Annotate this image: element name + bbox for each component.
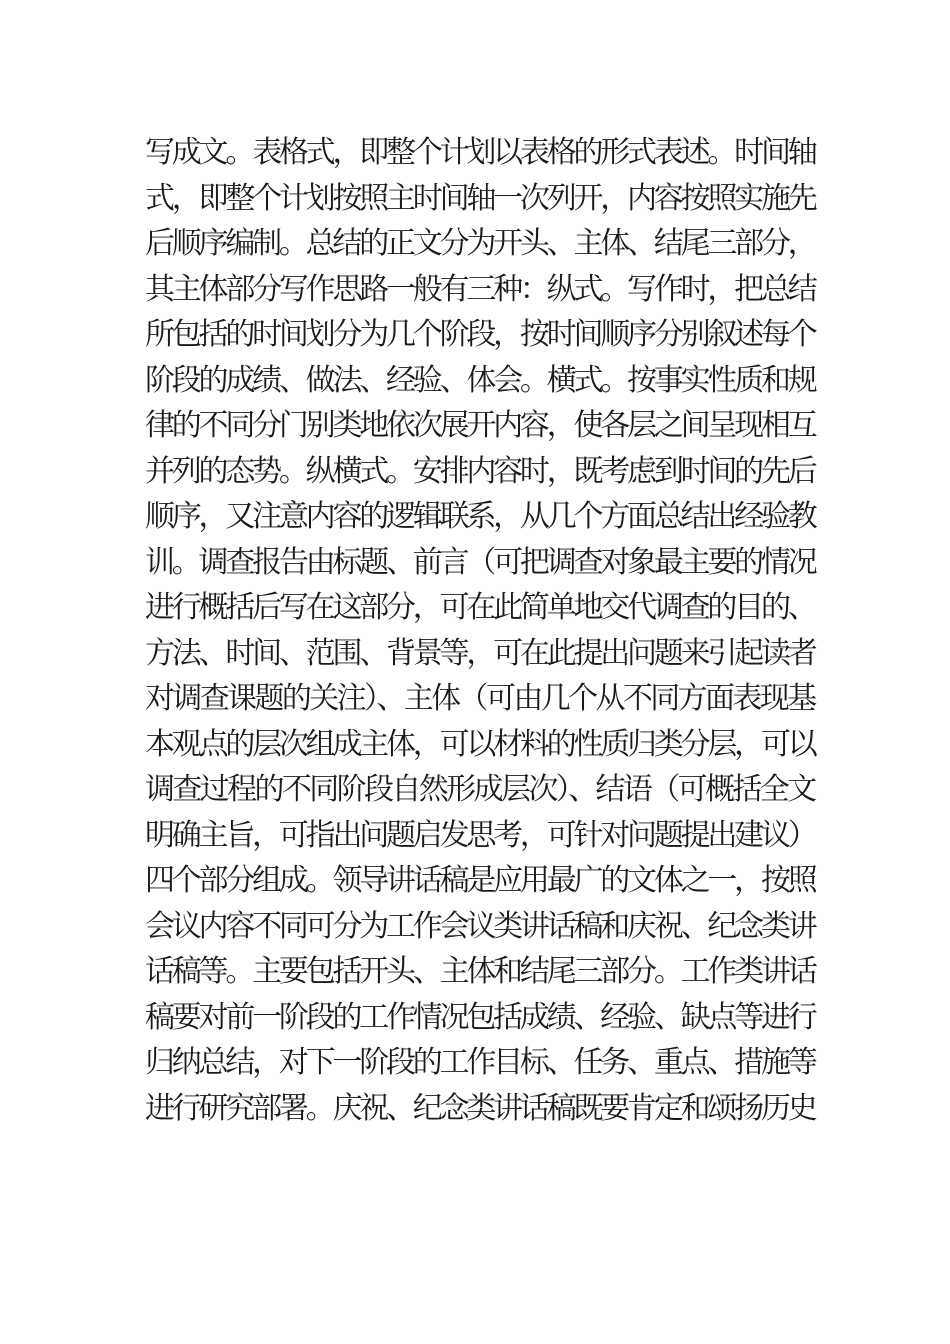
text-line: 归纳总结，对下一阶段的工作目标、任务、重点、措施等 <box>145 1045 815 1080</box>
text-line: 所包括的时间划分为几个阶段，按时间顺序分别叙述每个 <box>145 317 815 352</box>
body-text <box>145 130 815 1131</box>
text-line: 调查过程的不同阶段自然形成层次）、结语（可概括全文 <box>145 772 815 807</box>
text-line: 写成文。表格式，即整个计划以表格的形式表述。时间轴 <box>145 135 815 170</box>
text-line: 明确主旨，可指出问题启发思考，可针对问题提出建议） <box>145 817 815 853</box>
text-line: 四个部分组成。领导讲话稿是应用最广的文体之一，按照 <box>145 863 815 898</box>
text-line: 后顺序编制。总结的正文分为开头、主体、结尾三部分， <box>145 226 815 261</box>
text-line: 式，即整个计划按照主时间轴一次列开，内容按照实施先 <box>145 180 815 216</box>
text-line: 训。调查报告由标题、前言（可把调查对象最主要的情况 <box>145 544 815 580</box>
text-line: 对调查课题的关注）、主体（可由几个从不同方面表现基 <box>145 681 815 716</box>
text-line: 并列的态势。纵横式。安排内容时，既考虑到时间的先后 <box>145 453 815 489</box>
text-line: 方法、时间、范围、背景等，可在此提出问题来引起读者 <box>145 635 815 671</box>
text-line: 阶段的成绩、做法、经验、体会。横式。按事实性质和规 <box>145 362 815 398</box>
text-line: 话稿等。主要包括开头、主体和结尾三部分。工作类讲话 <box>145 954 815 989</box>
text-line: 其主体部分写作思路一般有三种：纵式。写作时，把总结 <box>145 271 815 307</box>
text-line: 稿要对前一阶段的工作情况包括成绩、经验、缺点等进行 <box>145 999 815 1035</box>
text-line: 会议内容不同可分为工作会议类讲话稿和庆祝、纪念类讲 <box>145 908 815 944</box>
text-line: 律的不同分门别类地依次展开内容，使各层之间呈现相互 <box>145 408 815 443</box>
text-line: 进行研究部署。庆祝、纪念类讲话稿既要肯定和颂扬历史 <box>145 1090 815 1126</box>
text-line: 进行概括后写在这部分，可在此简单地交代调查的目的、 <box>145 590 815 625</box>
text-line: 本观点的层次组成主体，可以材料的性质归类分层，可以 <box>145 726 815 762</box>
text-line: 顺序，又注意内容的逻辑联系，从几个方面总结出经验教 <box>145 499 815 534</box>
